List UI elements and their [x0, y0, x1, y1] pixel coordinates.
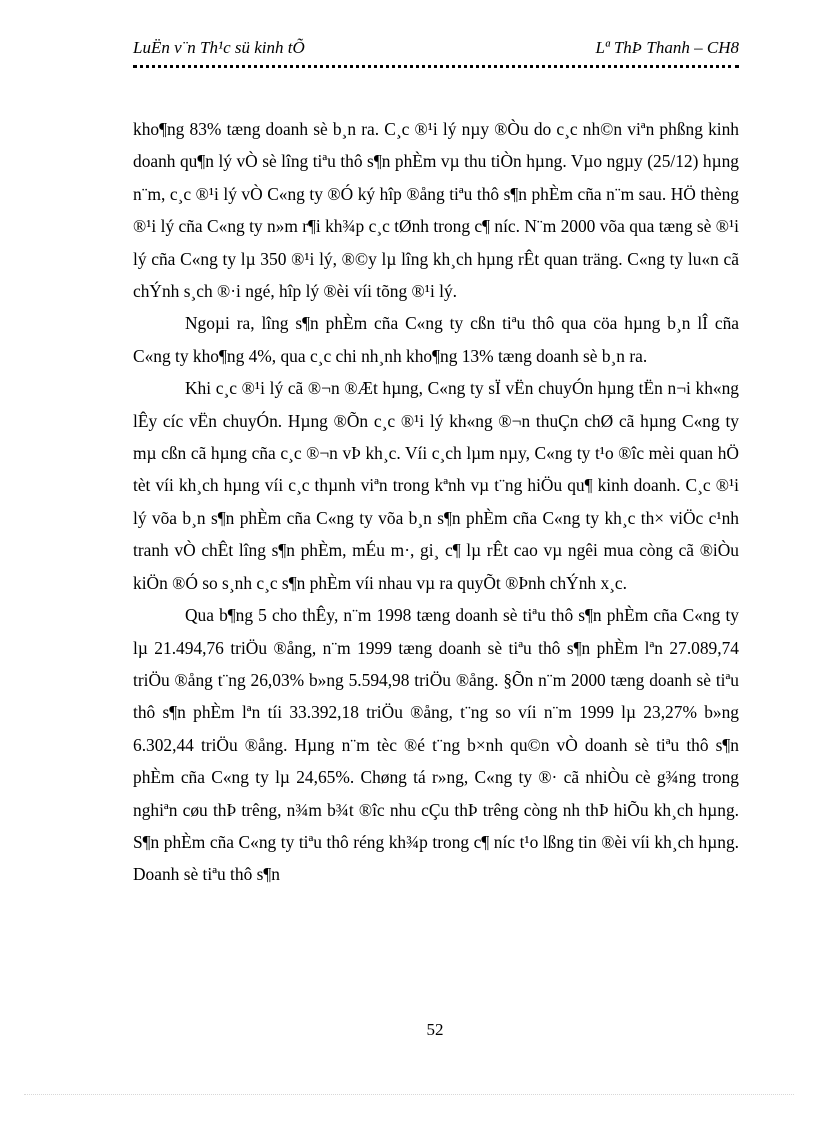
page-header: [133, 38, 739, 60]
paragraph-4: Qua b¶ng 5 cho thÊy, n¨m 1998 tæng doanh sè tiªu thô s¶n phÈm cña C«ng ty lµ 21.494,76 triÖu ®ång, n¨m 1999 tæng doanh sè tiªu thô s¶n phÈm lªn 27.089,74 triÖu ®ång t¨ng 26,03% b»ng 5.594,98 triÖu ®ång. §Õn n¨m 2000 tæng doanh sè tiªu thô s¶n phÈm lªn tíi 33.392,18 triÖu ®ång, t¨ng so víi n¨m 1999 lµ 23,27% b»ng 6.302,44 triÖu ®ång. Hµng n¨m tèc ®é t¨ng b×nh qu©n vÒ doanh sè tiªu thô s¶n phÈm cña C«ng ty lµ 24,65%. Chøng tá r»ng, C«ng ty ®· cã nhiÒu cè g¾ng trong nghiªn cøu thÞ trêng, n¾m b¾t ®îc nhu cÇu thÞ trêng còng nh thÞ hiÕu kh¸ch hµng. S¶n phÈm cña C«ng ty tiªu thô réng kh¾p trong c¶ níc t¹o lßng tin ®èi víi kh¸ch hµng. Doanh sè tiªu thô s¶n: [133, 605, 739, 885]
header-divider: [133, 65, 739, 68]
body-text: [133, 113, 739, 891]
footer-divider: [24, 1094, 794, 1095]
header-thesis-title: LuËn v¨n Th¹c sü kinh tÕ: [133, 38, 305, 57]
paragraph-1: kho¶ng 83% tæng doanh sè b¸n ra. C¸c ®¹i lý nµy ®Òu do c¸c nh©n viªn phßng kinh doanh qu¶n lý vÒ sè lîng tiªu thô s¶n phÈm vµ thu tiÒn hµng. Vµo ngµy (25/12) hµng n¨m, c¸c ®¹i lý vÒ C«ng ty ®Ó ký hîp ®ång tiªu thô s¶n phÈm cña n¨m sau. HÖ thèng ®¹i lý cña C«ng ty n»m r¶i kh¾p c¸c tØnh trong c¶ níc. N¨m 2000 võa qua tæng sè ®¹i lý cña C«ng ty lµ 350 ®¹i lý, ®©y lµ lîng kh¸ch hµng rÊt quan träng. C«ng ty lu«n cã chÝnh s¸ch ®·i ngé, hîp lý ®èi víi tõng ®¹i lý.: [133, 119, 739, 302]
paragraph-3: Khi c¸c ®¹i lý cã ®¬n ®Æt hµng, C«ng ty sÏ vËn chuyÓn hµng tËn n¬i kh«ng lÊy cíc vËn chuyÓn. Hµng ®Õn c¸c ®¹i lý kh«ng ®¬n thuÇn chØ cã hµng C«ng ty mµ cßn cã hµng cña c¸c ®¬n vÞ kh¸c. Víi c¸ch lµm nµy, C«ng ty t¹o ®îc mèi quan hÖ tèt víi kh¸ch hµng víi c¸c thµnh viªn trong kªnh vµ t¨ng hiÖu qu¶ kinh doanh. C¸c ®¹i lý võa b¸n s¶n phÈm cña C«ng ty võa b¸n s¶n phÈm cña C«ng ty kh¸c th× viÖc c¹nh tranh vÒ chÊt lîng s¶n phÈm, mÉu m·, gi¸ c¶ lµ rÊt cao vµ ngêi mua còng cã ®iÒu kiÖn ®Ó so s¸nh c¸c s¶n phÈm víi nhau vµ ra quyÕt ®Þnh chÝnh x¸c.: [133, 378, 739, 593]
page-number: 52: [426, 1020, 444, 1039]
paragraph-2: Ngoµi ra, lîng s¶n phÈm cña C«ng ty cßn tiªu thô qua cöa hµng b¸n lÎ cña C«ng ty kho¶ng 4%, qua c¸c chi nh¸nh kho¶ng 13% tæng doanh sè b¸n ra.: [133, 313, 739, 366]
header-author: Lª ThÞ Thanh – CH8: [595, 38, 739, 57]
